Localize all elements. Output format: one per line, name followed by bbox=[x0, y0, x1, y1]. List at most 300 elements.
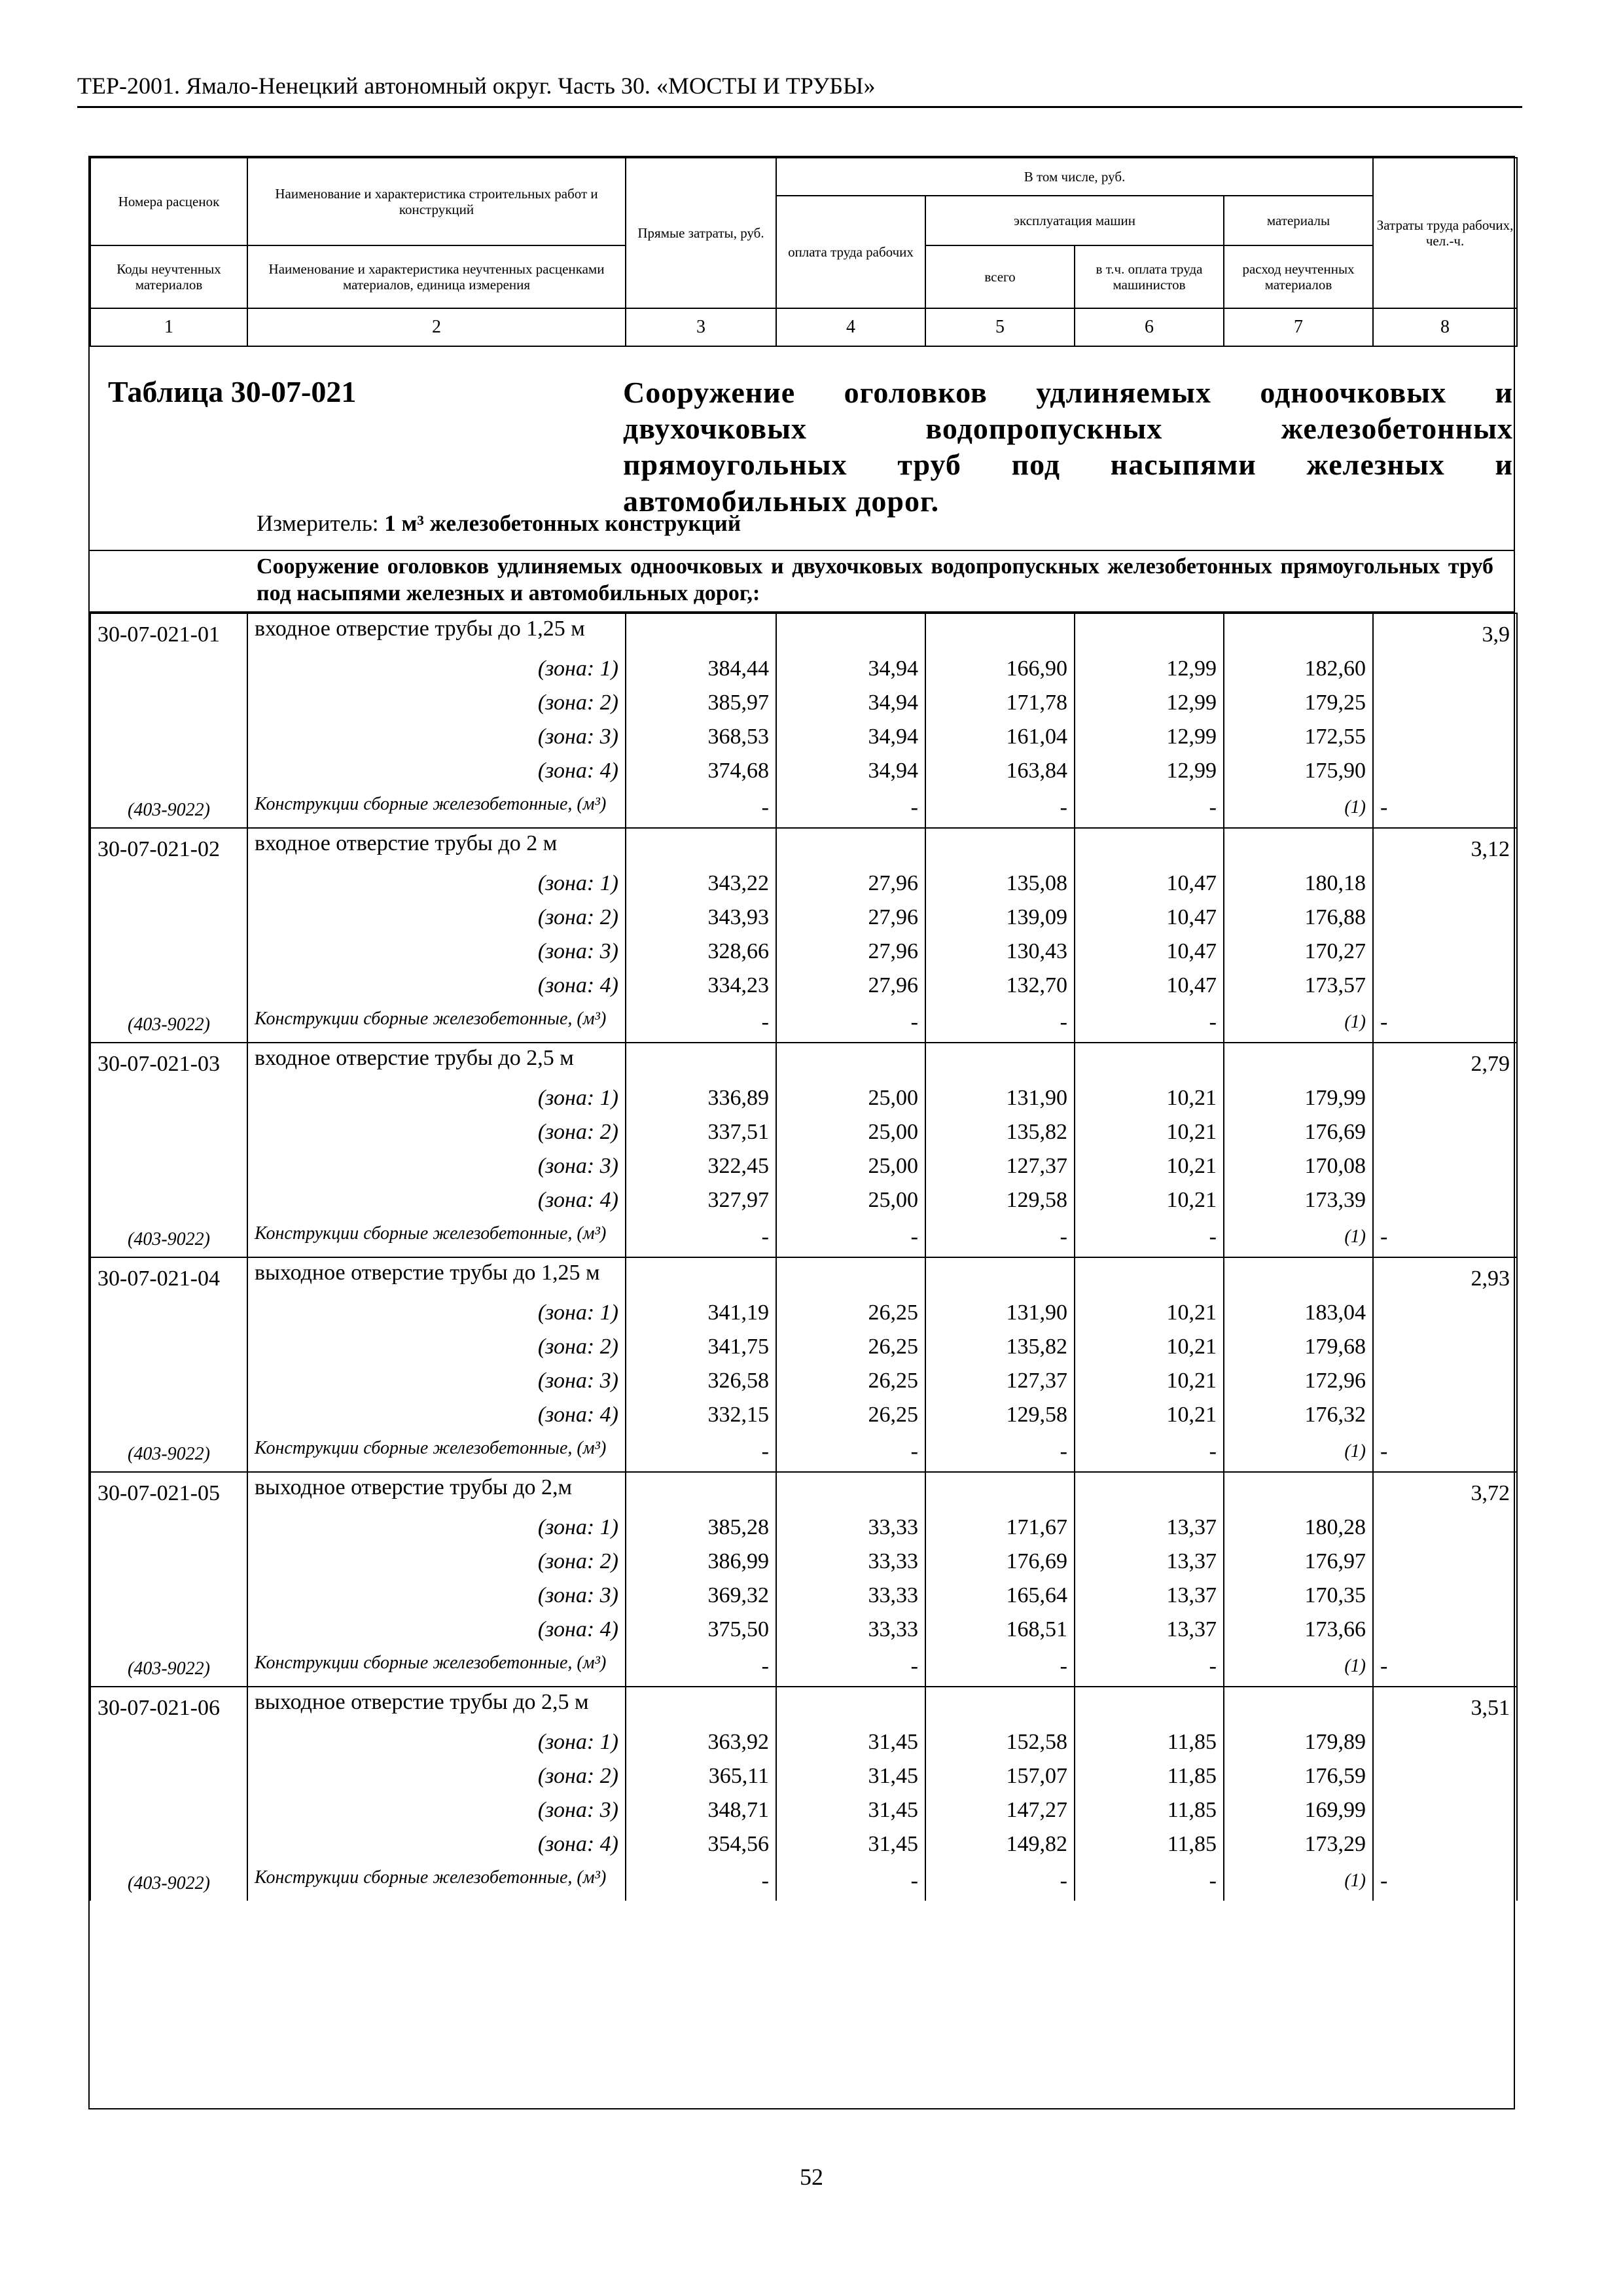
material-dash: - bbox=[776, 788, 925, 828]
zone-value: 25,00 bbox=[776, 1183, 925, 1217]
empty-cell bbox=[1373, 1081, 1517, 1115]
zone-value: 13,37 bbox=[1075, 1511, 1224, 1545]
empty-cell bbox=[90, 867, 247, 901]
col-3-header: Прямые затраты, руб. bbox=[626, 158, 776, 308]
col-number: 3 bbox=[626, 308, 776, 346]
section-heading bbox=[90, 551, 1514, 613]
empty-cell bbox=[1224, 613, 1373, 652]
zone-row bbox=[90, 1364, 1517, 1398]
material-dash: - bbox=[1075, 1217, 1224, 1257]
empty-cell bbox=[1373, 1330, 1517, 1364]
zone-value: 180,28 bbox=[1224, 1511, 1373, 1545]
zone-value: 152,58 bbox=[925, 1725, 1075, 1759]
zone-value: 327,97 bbox=[626, 1183, 776, 1217]
empty-cell bbox=[1373, 1613, 1517, 1647]
zone-value: 165,64 bbox=[925, 1579, 1075, 1613]
empty-cell bbox=[1373, 935, 1517, 969]
zone-value: 176,88 bbox=[1224, 901, 1373, 935]
zone-value: 166,90 bbox=[925, 652, 1075, 686]
empty-cell bbox=[90, 1511, 247, 1545]
zone-value: 175,90 bbox=[1224, 754, 1373, 788]
zone-value: 336,89 bbox=[626, 1081, 776, 1115]
rate-row bbox=[90, 828, 1517, 867]
zone-value: 131,90 bbox=[925, 1296, 1075, 1330]
zone-value: 365,11 bbox=[626, 1759, 776, 1793]
empty-cell bbox=[1373, 1725, 1517, 1759]
zone-value: 13,37 bbox=[1075, 1545, 1224, 1579]
zone-value: 27,96 bbox=[776, 901, 925, 935]
zone-value: 149,82 bbox=[925, 1827, 1075, 1861]
zone-label: (зона: 4) bbox=[247, 1827, 626, 1861]
material-code: (403-9022) bbox=[90, 1003, 247, 1043]
zone-label: (зона: 2) bbox=[247, 1330, 626, 1364]
zone-value: 369,32 bbox=[626, 1579, 776, 1613]
material-code: (403-9022) bbox=[90, 1432, 247, 1472]
zone-label: (зона: 3) bbox=[247, 1579, 626, 1613]
table-number: Таблица 30-07-021 bbox=[108, 375, 357, 408]
empty-cell bbox=[776, 1043, 925, 1081]
zone-row bbox=[90, 1115, 1517, 1149]
zone-value: 173,39 bbox=[1224, 1183, 1373, 1217]
zone-row bbox=[90, 686, 1517, 720]
column-header-table bbox=[90, 157, 1518, 347]
empty-cell bbox=[90, 1398, 247, 1432]
zone-value: 10,21 bbox=[1075, 1398, 1224, 1432]
empty-cell bbox=[1373, 1793, 1517, 1827]
zone-value: 10,47 bbox=[1075, 969, 1224, 1003]
empty-cell bbox=[1075, 828, 1224, 867]
empty-cell bbox=[90, 720, 247, 754]
col-number: 6 bbox=[1075, 308, 1224, 346]
empty-cell bbox=[1224, 1043, 1373, 1081]
empty-cell bbox=[90, 1364, 247, 1398]
material-dash: - bbox=[1373, 1647, 1517, 1687]
empty-cell bbox=[925, 1257, 1075, 1296]
material-code: (403-9022) bbox=[90, 1217, 247, 1257]
empty-cell bbox=[1373, 652, 1517, 686]
material-row bbox=[90, 1432, 1517, 1472]
zone-value: 179,99 bbox=[1224, 1081, 1373, 1115]
empty-cell bbox=[626, 613, 776, 652]
zone-value: 11,85 bbox=[1075, 1725, 1224, 1759]
zone-value: 33,33 bbox=[776, 1545, 925, 1579]
zone-value: 10,47 bbox=[1075, 867, 1224, 901]
zone-label: (зона: 3) bbox=[247, 1793, 626, 1827]
rate-code: 30-07-021-04 bbox=[90, 1257, 247, 1296]
empty-cell bbox=[626, 828, 776, 867]
material-qty: (1) bbox=[1224, 1003, 1373, 1043]
material-qty: (1) bbox=[1224, 1861, 1373, 1901]
zone-value: 27,96 bbox=[776, 935, 925, 969]
zone-label: (зона: 1) bbox=[247, 1081, 626, 1115]
zone-label: (зона: 4) bbox=[247, 1183, 626, 1217]
zone-value: 135,82 bbox=[925, 1330, 1075, 1364]
zone-label: (зона: 2) bbox=[247, 901, 626, 935]
col-1-top: Номера расценок bbox=[90, 158, 247, 245]
zone-value: 33,33 bbox=[776, 1511, 925, 1545]
zone-value: 25,00 bbox=[776, 1081, 925, 1115]
empty-cell bbox=[1075, 1472, 1224, 1511]
zone-value: 386,99 bbox=[626, 1545, 776, 1579]
zone-value: 135,82 bbox=[925, 1115, 1075, 1149]
zone-value: 180,18 bbox=[1224, 867, 1373, 901]
material-dash: - bbox=[776, 1647, 925, 1687]
zone-label: (зона: 2) bbox=[247, 1759, 626, 1793]
zone-row bbox=[90, 754, 1517, 788]
rate-code: 30-07-021-03 bbox=[90, 1043, 247, 1081]
empty-cell bbox=[1373, 901, 1517, 935]
empty-cell bbox=[1075, 1257, 1224, 1296]
material-dash: - bbox=[925, 1003, 1075, 1043]
col-2-bottom: Наименование и характеристика неучтенных расценками материалов, единица измерения bbox=[247, 245, 626, 308]
col-number: 8 bbox=[1373, 308, 1517, 346]
empty-cell bbox=[90, 1330, 247, 1364]
zone-value: 11,85 bbox=[1075, 1793, 1224, 1827]
zone-value: 343,93 bbox=[626, 901, 776, 935]
zone-value: 157,07 bbox=[925, 1759, 1075, 1793]
zone-value: 385,28 bbox=[626, 1511, 776, 1545]
col-2-top: Наименование и характеристика строительных работ и конструкций bbox=[247, 158, 626, 245]
zone-label: (зона: 3) bbox=[247, 1149, 626, 1183]
empty-cell bbox=[90, 1579, 247, 1613]
rate-row bbox=[90, 1257, 1517, 1296]
zone-value: 34,94 bbox=[776, 754, 925, 788]
material-name: Конструкции сборные железобетонные, (м³) bbox=[247, 1647, 626, 1687]
material-dash: - bbox=[626, 1217, 776, 1257]
col-1-bottom: Коды неучтенных материалов bbox=[90, 245, 247, 308]
zone-label: (зона: 4) bbox=[247, 1613, 626, 1647]
zone-value: 13,37 bbox=[1075, 1613, 1224, 1647]
empty-cell bbox=[1224, 828, 1373, 867]
empty-cell bbox=[1373, 1183, 1517, 1217]
rate-name: входное отверстие трубы до 1,25 м bbox=[247, 613, 626, 652]
zone-value: 10,21 bbox=[1075, 1149, 1224, 1183]
zone-value: 34,94 bbox=[776, 686, 925, 720]
material-qty: (1) bbox=[1224, 788, 1373, 828]
empty-cell bbox=[1373, 1511, 1517, 1545]
material-dash: - bbox=[776, 1432, 925, 1472]
material-dash: - bbox=[925, 1861, 1075, 1901]
material-qty: (1) bbox=[1224, 1217, 1373, 1257]
zone-value: 10,21 bbox=[1075, 1296, 1224, 1330]
zone-value: 176,69 bbox=[925, 1545, 1075, 1579]
material-dash: - bbox=[1075, 1003, 1224, 1043]
zone-value: 368,53 bbox=[626, 720, 776, 754]
labor-cost: 3,12 bbox=[1373, 828, 1517, 867]
zone-value: 12,99 bbox=[1075, 686, 1224, 720]
zone-value: 341,75 bbox=[626, 1330, 776, 1364]
zone-row bbox=[90, 1545, 1517, 1579]
col-6-header: в т.ч. оплата труда машинистов bbox=[1075, 245, 1224, 308]
table-name: Сооружение оголовков удлиняемых одноочковых и двухочковых водопропускных железобетонных прямоугольных труб под насыпями железных и автомобильных дорог. bbox=[623, 376, 1513, 518]
zone-row bbox=[90, 1613, 1517, 1647]
empty-cell bbox=[1373, 1545, 1517, 1579]
rate-name: выходное отверстие трубы до 2,м bbox=[247, 1472, 626, 1511]
empty-cell bbox=[1373, 969, 1517, 1003]
zone-value: 170,27 bbox=[1224, 935, 1373, 969]
zone-label: (зона: 3) bbox=[247, 935, 626, 969]
zone-row bbox=[90, 1296, 1517, 1330]
zone-value: 173,66 bbox=[1224, 1613, 1373, 1647]
zone-value: 176,69 bbox=[1224, 1115, 1373, 1149]
zone-value: 171,67 bbox=[925, 1511, 1075, 1545]
empty-cell bbox=[626, 1687, 776, 1725]
empty-cell bbox=[90, 1296, 247, 1330]
zone-value: 348,71 bbox=[626, 1793, 776, 1827]
zone-row bbox=[90, 1511, 1517, 1545]
empty-cell bbox=[925, 1043, 1075, 1081]
empty-cell bbox=[90, 1793, 247, 1827]
zone-value: 11,85 bbox=[1075, 1827, 1224, 1861]
zone-value: 10,21 bbox=[1075, 1364, 1224, 1398]
zone-value: 172,55 bbox=[1224, 720, 1373, 754]
zone-value: 129,58 bbox=[925, 1398, 1075, 1432]
zone-value: 127,37 bbox=[925, 1149, 1075, 1183]
zone-value: 170,35 bbox=[1224, 1579, 1373, 1613]
rate-name: выходное отверстие трубы до 2,5 м bbox=[247, 1687, 626, 1725]
zone-value: 176,97 bbox=[1224, 1545, 1373, 1579]
zone-value: 169,99 bbox=[1224, 1793, 1373, 1827]
material-code: (403-9022) bbox=[90, 1861, 247, 1901]
empty-cell bbox=[1373, 1398, 1517, 1432]
material-row bbox=[90, 788, 1517, 828]
material-dash: - bbox=[626, 1003, 776, 1043]
labor-cost: 3,51 bbox=[1373, 1687, 1517, 1725]
section-text: Сооружение оголовков удлиняемых одноочковых и двухочковых водопропускных железобетонных прямоугольных труб под насыпями железных и автомобильных дорог,: bbox=[257, 554, 1493, 605]
zone-value: 10,21 bbox=[1075, 1330, 1224, 1364]
zone-label: (зона: 1) bbox=[247, 1511, 626, 1545]
zone-value: 183,04 bbox=[1224, 1296, 1373, 1330]
rate-row bbox=[90, 1687, 1517, 1725]
empty-cell bbox=[90, 1759, 247, 1793]
zone-value: 322,45 bbox=[626, 1149, 776, 1183]
material-dash: - bbox=[626, 1647, 776, 1687]
zone-row bbox=[90, 901, 1517, 935]
zone-value: 170,08 bbox=[1224, 1149, 1373, 1183]
empty-cell bbox=[776, 613, 925, 652]
material-qty: (1) bbox=[1224, 1432, 1373, 1472]
empty-cell bbox=[1373, 1115, 1517, 1149]
empty-cell bbox=[925, 1687, 1075, 1725]
zone-label: (зона: 4) bbox=[247, 1398, 626, 1432]
rate-name: выходное отверстие трубы до 1,25 м bbox=[247, 1257, 626, 1296]
zone-value: 179,68 bbox=[1224, 1330, 1373, 1364]
zone-value: 179,89 bbox=[1224, 1725, 1373, 1759]
zone-value: 337,51 bbox=[626, 1115, 776, 1149]
empty-cell bbox=[90, 686, 247, 720]
col-7-header: расход неучтенных материалов bbox=[1224, 245, 1373, 308]
zone-label: (зона: 1) bbox=[247, 1296, 626, 1330]
zone-label: (зона: 2) bbox=[247, 1115, 626, 1149]
zone-value: 147,27 bbox=[925, 1793, 1075, 1827]
empty-cell bbox=[1224, 1687, 1373, 1725]
zone-label: (зона: 1) bbox=[247, 867, 626, 901]
empty-cell bbox=[90, 1725, 247, 1759]
zone-row bbox=[90, 1725, 1517, 1759]
empty-cell bbox=[776, 1257, 925, 1296]
empty-cell bbox=[776, 828, 925, 867]
zone-value: 12,99 bbox=[1075, 754, 1224, 788]
material-dash: - bbox=[776, 1861, 925, 1901]
materials-header: материалы bbox=[1224, 196, 1373, 245]
empty-cell bbox=[1373, 1827, 1517, 1861]
empty-cell bbox=[90, 1827, 247, 1861]
zone-row bbox=[90, 1827, 1517, 1861]
zone-label: (зона: 3) bbox=[247, 1364, 626, 1398]
empty-cell bbox=[90, 1183, 247, 1217]
zone-value: 31,45 bbox=[776, 1725, 925, 1759]
zone-value: 26,25 bbox=[776, 1364, 925, 1398]
labor-cost: 3,72 bbox=[1373, 1472, 1517, 1511]
zone-value: 176,32 bbox=[1224, 1398, 1373, 1432]
zone-value: 34,94 bbox=[776, 652, 925, 686]
zone-row bbox=[90, 652, 1517, 686]
empty-cell bbox=[1224, 1472, 1373, 1511]
zone-value: 135,08 bbox=[925, 867, 1075, 901]
material-dash: - bbox=[1373, 1861, 1517, 1901]
zone-label: (зона: 2) bbox=[247, 1545, 626, 1579]
empty-cell bbox=[90, 935, 247, 969]
zone-value: 132,70 bbox=[925, 969, 1075, 1003]
zone-value: 12,99 bbox=[1075, 652, 1224, 686]
material-dash: - bbox=[776, 1217, 925, 1257]
material-dash: - bbox=[626, 1432, 776, 1472]
col-number: 2 bbox=[247, 308, 626, 346]
material-name: Конструкции сборные железобетонные, (м³) bbox=[247, 1003, 626, 1043]
empty-cell bbox=[1075, 1043, 1224, 1081]
material-dash: - bbox=[925, 1432, 1075, 1472]
empty-cell bbox=[90, 652, 247, 686]
rate-code: 30-07-021-05 bbox=[90, 1472, 247, 1511]
zone-value: 10,47 bbox=[1075, 935, 1224, 969]
zone-row bbox=[90, 1398, 1517, 1432]
empty-cell bbox=[90, 754, 247, 788]
zone-value: 13,37 bbox=[1075, 1579, 1224, 1613]
col-number: 1 bbox=[90, 308, 247, 346]
empty-cell bbox=[90, 901, 247, 935]
empty-cell bbox=[1373, 1296, 1517, 1330]
zone-value: 10,21 bbox=[1075, 1183, 1224, 1217]
rate-name: входное отверстие трубы до 2 м bbox=[247, 828, 626, 867]
price-table-frame bbox=[88, 156, 1515, 2109]
zone-value: 363,92 bbox=[626, 1725, 776, 1759]
meter-label: Измеритель: bbox=[257, 511, 379, 536]
zone-value: 163,84 bbox=[925, 754, 1075, 788]
empty-cell bbox=[626, 1257, 776, 1296]
zone-row bbox=[90, 1149, 1517, 1183]
zone-row bbox=[90, 1579, 1517, 1613]
machines-header: эксплуатация машин bbox=[925, 196, 1224, 245]
zone-row bbox=[90, 720, 1517, 754]
material-name: Конструкции сборные железобетонные, (м³) bbox=[247, 1861, 626, 1901]
empty-cell bbox=[1075, 613, 1224, 652]
zone-row bbox=[90, 867, 1517, 901]
material-qty: (1) bbox=[1224, 1647, 1373, 1687]
rate-code: 30-07-021-01 bbox=[90, 613, 247, 652]
empty-cell bbox=[626, 1043, 776, 1081]
zone-value: 33,33 bbox=[776, 1613, 925, 1647]
rate-code: 30-07-021-02 bbox=[90, 828, 247, 867]
zone-value: 161,04 bbox=[925, 720, 1075, 754]
rate-row bbox=[90, 613, 1517, 652]
material-dash: - bbox=[1075, 1861, 1224, 1901]
col-number: 4 bbox=[776, 308, 925, 346]
zone-value: 27,96 bbox=[776, 867, 925, 901]
empty-cell bbox=[1373, 1364, 1517, 1398]
zone-value: 171,78 bbox=[925, 686, 1075, 720]
zone-value: 139,09 bbox=[925, 901, 1075, 935]
zone-value: 25,00 bbox=[776, 1149, 925, 1183]
zone-value: 127,37 bbox=[925, 1364, 1075, 1398]
empty-cell bbox=[1224, 1257, 1373, 1296]
zone-value: 26,25 bbox=[776, 1398, 925, 1432]
col-number: 5 bbox=[925, 308, 1075, 346]
zone-row bbox=[90, 1793, 1517, 1827]
material-dash: - bbox=[1075, 788, 1224, 828]
zone-value: 375,50 bbox=[626, 1613, 776, 1647]
zone-label: (зона: 4) bbox=[247, 754, 626, 788]
zone-value: 10,47 bbox=[1075, 901, 1224, 935]
labor-cost: 3,9 bbox=[1373, 613, 1517, 652]
empty-cell bbox=[1373, 754, 1517, 788]
zone-value: 131,90 bbox=[925, 1081, 1075, 1115]
empty-cell bbox=[1373, 686, 1517, 720]
zone-value: 27,96 bbox=[776, 969, 925, 1003]
material-dash: - bbox=[1075, 1647, 1224, 1687]
empty-cell bbox=[90, 1149, 247, 1183]
rate-row bbox=[90, 1043, 1517, 1081]
zone-row bbox=[90, 969, 1517, 1003]
material-dash: - bbox=[1373, 788, 1517, 828]
rate-code: 30-07-021-06 bbox=[90, 1687, 247, 1725]
material-dash: - bbox=[776, 1003, 925, 1043]
empty-cell bbox=[1373, 867, 1517, 901]
rate-name: входное отверстие трубы до 2,5 м bbox=[247, 1043, 626, 1081]
zone-value: 385,97 bbox=[626, 686, 776, 720]
zone-value: 172,96 bbox=[1224, 1364, 1373, 1398]
zone-value: 10,21 bbox=[1075, 1081, 1224, 1115]
material-name: Конструкции сборные железобетонные, (м³) bbox=[247, 1432, 626, 1472]
labor-cost: 2,93 bbox=[1373, 1257, 1517, 1296]
empty-cell bbox=[90, 969, 247, 1003]
material-row bbox=[90, 1217, 1517, 1257]
material-dash: - bbox=[925, 788, 1075, 828]
zone-value: 34,94 bbox=[776, 720, 925, 754]
zone-value: 326,58 bbox=[626, 1364, 776, 1398]
page-number: 52 bbox=[800, 2164, 823, 2190]
zone-value: 31,45 bbox=[776, 1827, 925, 1861]
zone-value: 173,29 bbox=[1224, 1827, 1373, 1861]
table-title-block bbox=[90, 347, 1514, 551]
zone-row bbox=[90, 1081, 1517, 1115]
material-row bbox=[90, 1647, 1517, 1687]
material-name: Конструкции сборные железобетонные, (м³) bbox=[247, 1217, 626, 1257]
zone-value: 182,60 bbox=[1224, 652, 1373, 686]
material-row bbox=[90, 1003, 1517, 1043]
zone-value: 334,23 bbox=[626, 969, 776, 1003]
running-header: ТЕР-2001. Ямало-Ненецкий автономный округ. Часть 30. «МОСТЫ И ТРУБЫ» bbox=[77, 72, 1522, 108]
zone-row bbox=[90, 1330, 1517, 1364]
empty-cell bbox=[90, 1081, 247, 1115]
rates-table bbox=[90, 613, 1518, 1901]
material-code: (403-9022) bbox=[90, 1647, 247, 1687]
zone-value: 31,45 bbox=[776, 1759, 925, 1793]
material-dash: - bbox=[925, 1647, 1075, 1687]
material-row bbox=[90, 1861, 1517, 1901]
zone-value: 11,85 bbox=[1075, 1759, 1224, 1793]
labor-cost: 2,79 bbox=[1373, 1043, 1517, 1081]
empty-cell bbox=[1075, 1687, 1224, 1725]
